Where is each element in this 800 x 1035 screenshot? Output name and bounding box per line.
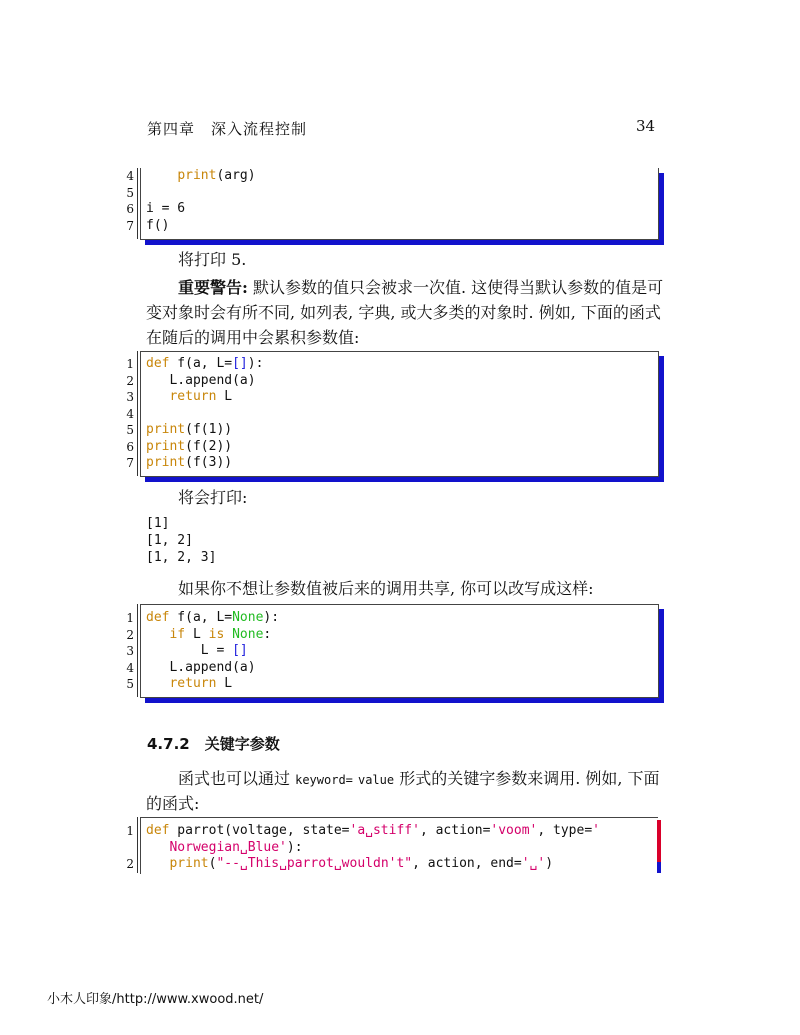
line-number: 6 — [126, 439, 134, 454]
para-warning-2: 变对象时会有所不同, 如列表, 字典, 或大多类的对象时. 例如, 下面的函式 — [146, 303, 661, 322]
line-number: 1 — [126, 357, 134, 371]
code-lines-2: def f(a, L=[]): L.append(a) return L print(f(1)) print(f(2)) print(f(3)) — [146, 356, 264, 470]
section-heading: 4.7.2 关键字参数 — [147, 735, 280, 753]
line-number: 7 — [126, 218, 134, 233]
line-number: 5 — [126, 185, 134, 200]
line-numbers-1 — [118, 168, 134, 234]
para-warning-3: 在随后的调用中会累积参数值: — [146, 328, 360, 347]
line-number: 3 — [126, 390, 134, 404]
chapter-title: 第四章 深入流程控制 — [147, 120, 308, 138]
warning-label: 重要警告: — [178, 278, 248, 297]
page-number: 34 — [636, 117, 656, 135]
para-keyword-args-2: 的函式: — [146, 794, 200, 813]
line-number-rule — [137, 817, 138, 873]
line-number-rule — [137, 604, 138, 697]
line-number-rule — [137, 168, 138, 239]
line-number: 4 — [126, 660, 134, 675]
text-run: 函式也可以通过 — [178, 769, 296, 788]
footer-watermark: 小木人印象/http://www.xwood.net/ — [47, 992, 264, 1007]
output-line: [1, 2, 3] — [146, 550, 217, 565]
para-keyword-args-1 — [178, 765, 660, 794]
inline-code: value — [357, 773, 395, 787]
line-number: 5 — [126, 423, 134, 437]
line-number: 2 — [126, 373, 134, 388]
para-will-print: 将会打印: — [178, 488, 248, 507]
output-listing — [146, 515, 216, 566]
line-number-rule — [137, 351, 138, 476]
para-warning-1 — [178, 274, 663, 302]
line-number: 4 — [126, 406, 134, 421]
line-number: 4 — [126, 169, 134, 183]
text-run: 形式的关键字参数来调用. 例如, 下面 — [394, 769, 660, 788]
line-number: 5 — [126, 677, 134, 691]
warning-text: 默认参数的值只会被求一次值. 这使得当默认参数的值是可 — [247, 278, 664, 297]
line-numbers-4 — [118, 823, 134, 873]
line-number: 1 — [126, 611, 134, 625]
frame-edge — [657, 820, 661, 862]
code-lines-3: def f(a, L=None): if L is None: L = [] L.append(a) return L — [146, 610, 280, 691]
line-number: 1 — [126, 824, 134, 838]
line-number: 3 — [126, 644, 134, 658]
code-lines-1: print(arg) i = 6 f() — [146, 168, 256, 233]
para-prints-5: 将打印 5. — [178, 250, 247, 269]
line-number: 7 — [126, 456, 134, 470]
output-line: [1] — [146, 516, 170, 531]
line-numbers-3 — [118, 610, 134, 693]
code-lines-4: def parrot(voltage, state='a␣stiff', action='voom', type=' Norwegian␣Blue'): print("--␣This␣parrot␣wouldn't", action, end='␣') — [146, 823, 600, 871]
output-line: [1, 2] — [146, 533, 193, 548]
line-number: 2 — [126, 627, 134, 642]
para-not-shared: 如果你不想让参数值被后来的调用共享, 你可以改写成这样: — [178, 579, 594, 598]
inline-code: keyword= — [295, 773, 353, 787]
line-number: 6 — [126, 202, 134, 216]
frame-edge — [657, 862, 661, 873]
line-numbers-2 — [118, 356, 134, 472]
line-number: 2 — [126, 857, 134, 871]
